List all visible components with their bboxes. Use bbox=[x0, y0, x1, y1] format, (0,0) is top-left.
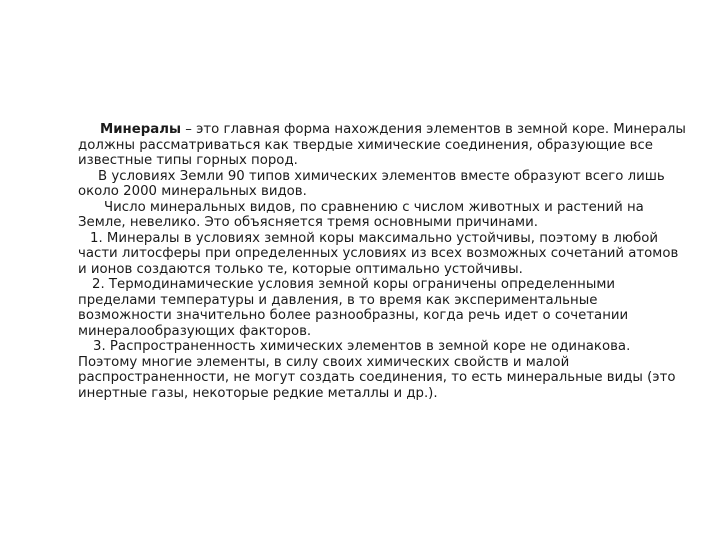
paragraph-reason-2: 2. Термодинамические условия земной коры ограничены определенными пределами температуры и давления, в то время как экспериментальные возможности значительно более разнообразны, когда речь идет о сочетании минералообразующих факторов. bbox=[78, 277, 629, 339]
text-block bbox=[78, 122, 688, 401]
term-minerals: Минералы bbox=[100, 122, 182, 137]
definition-text: – это главная форма нахождения элементов в земной коре. Минералы должны рассматриваться как твердые химические соединения, образующие все известные типы горных пород. bbox=[78, 122, 686, 168]
paragraph-reason-1: 1. Минералы в условиях земной коры максимально устойчивы, поэтому в любой части литосферы при определенных условиях из всех возможных сочетаний атомов и ионов создаются только те, которые оптимально устойчивы. bbox=[78, 230, 679, 277]
paragraph-definition bbox=[78, 122, 688, 169]
paragraph-species-count: Число минеральных видов, по сравнению с числом животных и растений на Земле, невелико. Это объясняется тремя основными причинами. bbox=[78, 199, 644, 230]
paragraph-element-count: В условиях Земли 90 типов химических элементов вместе образуют всего лишь около 2000 минеральных видов. bbox=[78, 168, 665, 199]
paragraph-reason-3: 3. Распространенность химических элементов в земной коре не одинакова. Поэтому многие элементы, в силу своих химических свойств и малой распространенности, не могут создать соединения, то есть минеральные виды (это инертные газы, некоторые редкие металлы и др.). bbox=[78, 339, 676, 401]
